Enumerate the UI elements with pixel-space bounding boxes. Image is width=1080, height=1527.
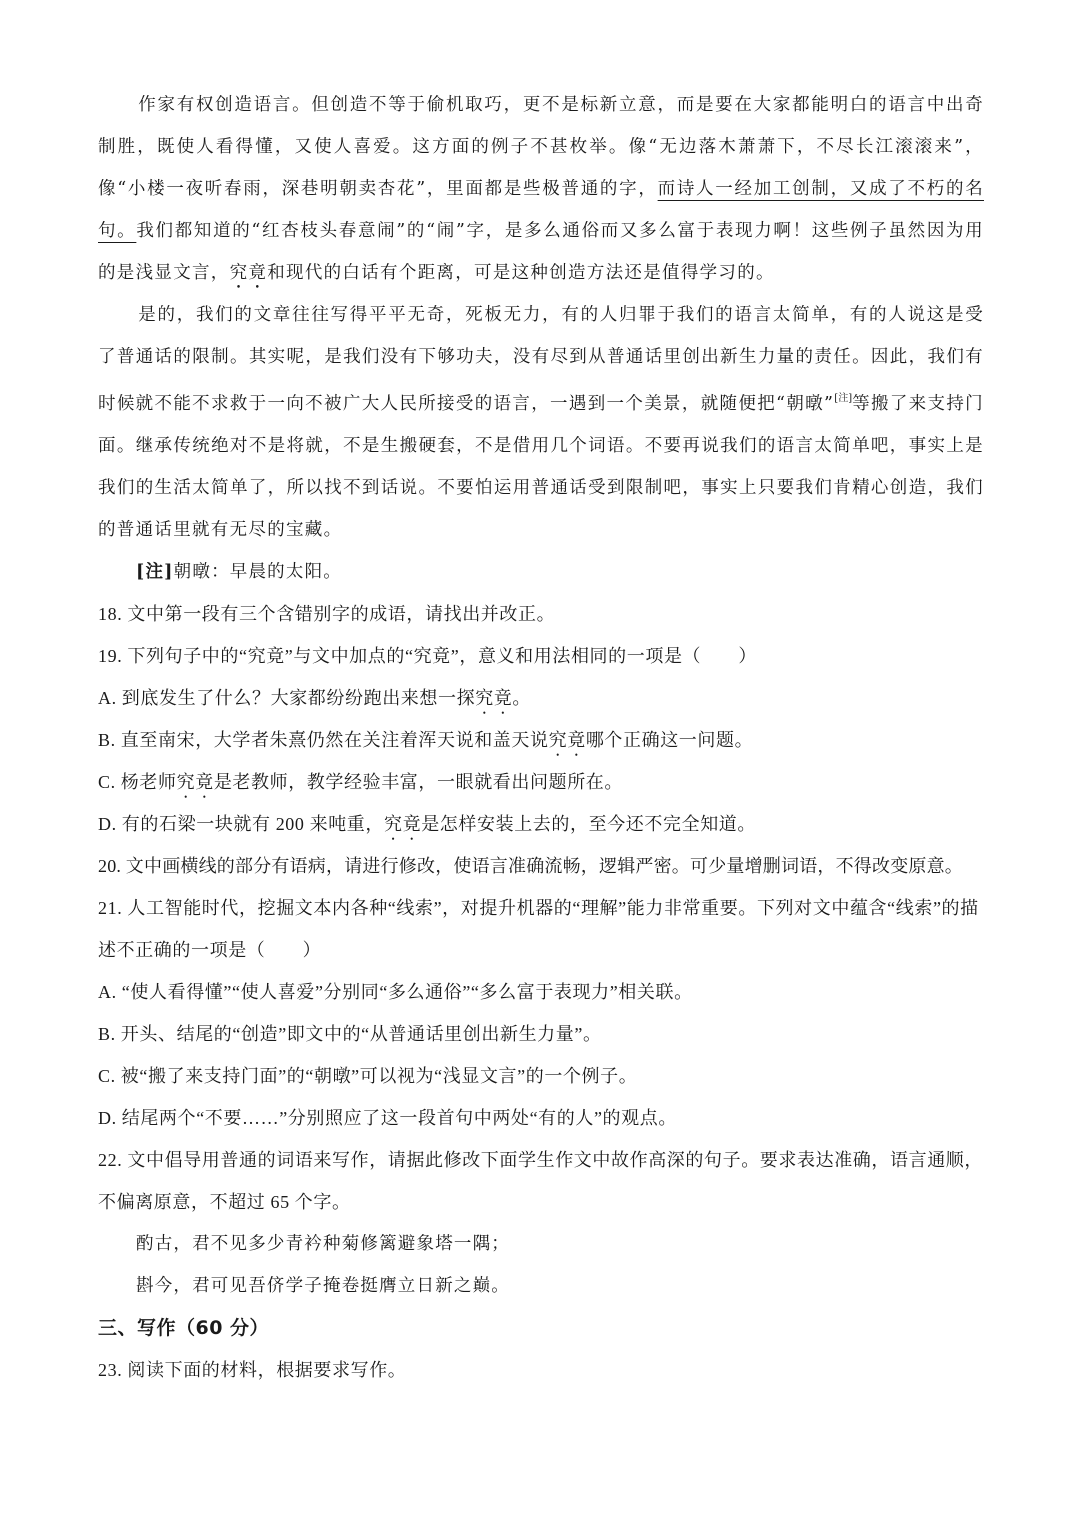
option-text: 是老教师，教学经验丰富，一眼就看出问题所在。 xyxy=(213,772,624,792)
option-text: C. 杨老师 xyxy=(98,772,177,792)
question-21-option-d: D. 结尾两个“不要……”分别照应了这一段首句中两处“有的人”的观点。 xyxy=(98,1108,677,1128)
section-title-writing: 三、写作（60 分） xyxy=(98,1317,270,1339)
option-text: 哪个正确这一问题。 xyxy=(585,730,754,750)
underlined-sentence: 而诗人一经加工创制，又成了不朽的名句。 xyxy=(98,179,984,241)
question-22-stem: 22. 文中倡导用普通的词语来写作，请据此修改下面学生作文中故作高深的句子。要求表达准确，语言通顺，不偏离原意，不超过 65 个字。 xyxy=(98,1150,983,1212)
question-21-option-a: A. “使人看得懂”“使人喜爱”分别同“多么通俗”“多么富于表现力”相关联。 xyxy=(98,982,693,1002)
option-text: 。 xyxy=(512,688,532,708)
question-19-option-c xyxy=(98,761,984,803)
footnote-ref: [注] xyxy=(834,393,853,404)
p2-text-b: 等搬了来支持门面。继承传统绝对不是将就，不是生搬硬套，不是借用几个词语。不要再说我们的语言太简单吧，事实上是我们的生活太简单了，所以找不到话说。不要怕运用普通话受到限制吧，事实上只要我们肯精心创造，我们的普通话里就有无尽的宝藏。 xyxy=(98,394,984,540)
dotted-word: 究竟 xyxy=(548,730,586,750)
question-21-option-c: C. 被“搬了来支持门面”的“朝暾”可以视为“浅显文言”的一个例子。 xyxy=(98,1066,638,1086)
dotted-word: 究竟 xyxy=(176,772,214,792)
question-22-sentence-1: 酌古，君不见多少青衿种菊修篱避象塔一隅； xyxy=(136,1234,510,1254)
dotted-word-jiujing: 究竟 xyxy=(229,263,268,283)
p1-text-b: 我们都知道的“红杏枝头春意闹”的“闹”字，是多么通俗而又多么富于表现力啊！这些例子虽然因为用的是浅显文言， xyxy=(98,221,984,283)
option-text: D. 有的石梁一块就有 200 来吨重， xyxy=(98,814,384,834)
question-19-option-a xyxy=(98,677,984,719)
option-text: A. 到底发生了什么？大家都纷纷跑出来想一探 xyxy=(98,688,476,708)
dotted-word: 究竟 xyxy=(384,814,422,834)
question-21-stem: 21. 人工智能时代，挖掘文本内各种“线索”，对提升机器的“理解”能力非常重要。下列对文中蕴含“线索”的描述不正确的一项是（ ） xyxy=(98,898,979,960)
p1-text-a: 作家有权创造语言。但创造不等于偷机取巧，更不是标新立意，而是要在大家都能明白的语言中出奇制胜，既使人看得懂，又使人喜爱。这方面的例子不甚枚举。像“无边落木萧萧下，不尽长江滚滚来”，像“小楼一夜听春雨，深巷明朝卖杏花”，里面都是些极普通的字， xyxy=(98,95,984,199)
question-18: 18. 文中第一段有三个含错别字的成语，请找出并改正。 xyxy=(98,604,556,624)
option-text: B. 直至南宋，大学者朱熹仍然在关注着浑天说和盖天说 xyxy=(98,730,549,750)
p1-text-c: 和现代的白话有个距离，可是这种创造方法还是值得学习的。 xyxy=(267,263,775,283)
passage-paragraph-1 xyxy=(98,84,984,294)
question-21-option-b: B. 开头、结尾的“创造”即文中的“从普通话里创出新生力量”。 xyxy=(98,1024,602,1044)
passage-paragraph-2 xyxy=(98,294,984,551)
footnote-text: 朝暾：早晨的太阳。 xyxy=(173,562,342,582)
p2-text-a: 是的，我们的文章往往写得平平无奇，死板无力，有的人归罪于我们的语言太简单，有的人说这是受了普通话的限制。其实呢，是我们没有下够功夫，没有尽到从普通话里创出新生力量的责任。因此，我们有时候就不能不求救于一向不被广大人民所接受的语言，一遇到一个美景，就随便把“朝暾” xyxy=(98,305,984,414)
question-20: 20. 文中画横线的部分有语病，请进行修改，使语言准确流畅，逻辑严密。可少量增删词语，不得改变原意。 xyxy=(98,856,963,876)
option-text: 是怎样安装上去的，至今还不完全知道。 xyxy=(421,814,757,834)
question-19-option-d xyxy=(98,803,984,845)
question-19-option-b xyxy=(98,719,984,761)
footnote xyxy=(98,551,984,593)
dotted-word: 究竟 xyxy=(475,688,513,708)
exam-page xyxy=(98,84,984,1391)
question-23: 23. 阅读下面的材料，根据要求写作。 xyxy=(98,1360,407,1380)
question-19-stem: 19. 下列句子中的“究竟”与文中加点的“究竟”，意义和用法相同的一项是（ ） xyxy=(98,646,757,666)
question-22-sentence-2: 斟今，君可见吾侪学子掩卷挺膺立日新之巅。 xyxy=(136,1276,510,1296)
footnote-label: [注] xyxy=(136,562,174,582)
